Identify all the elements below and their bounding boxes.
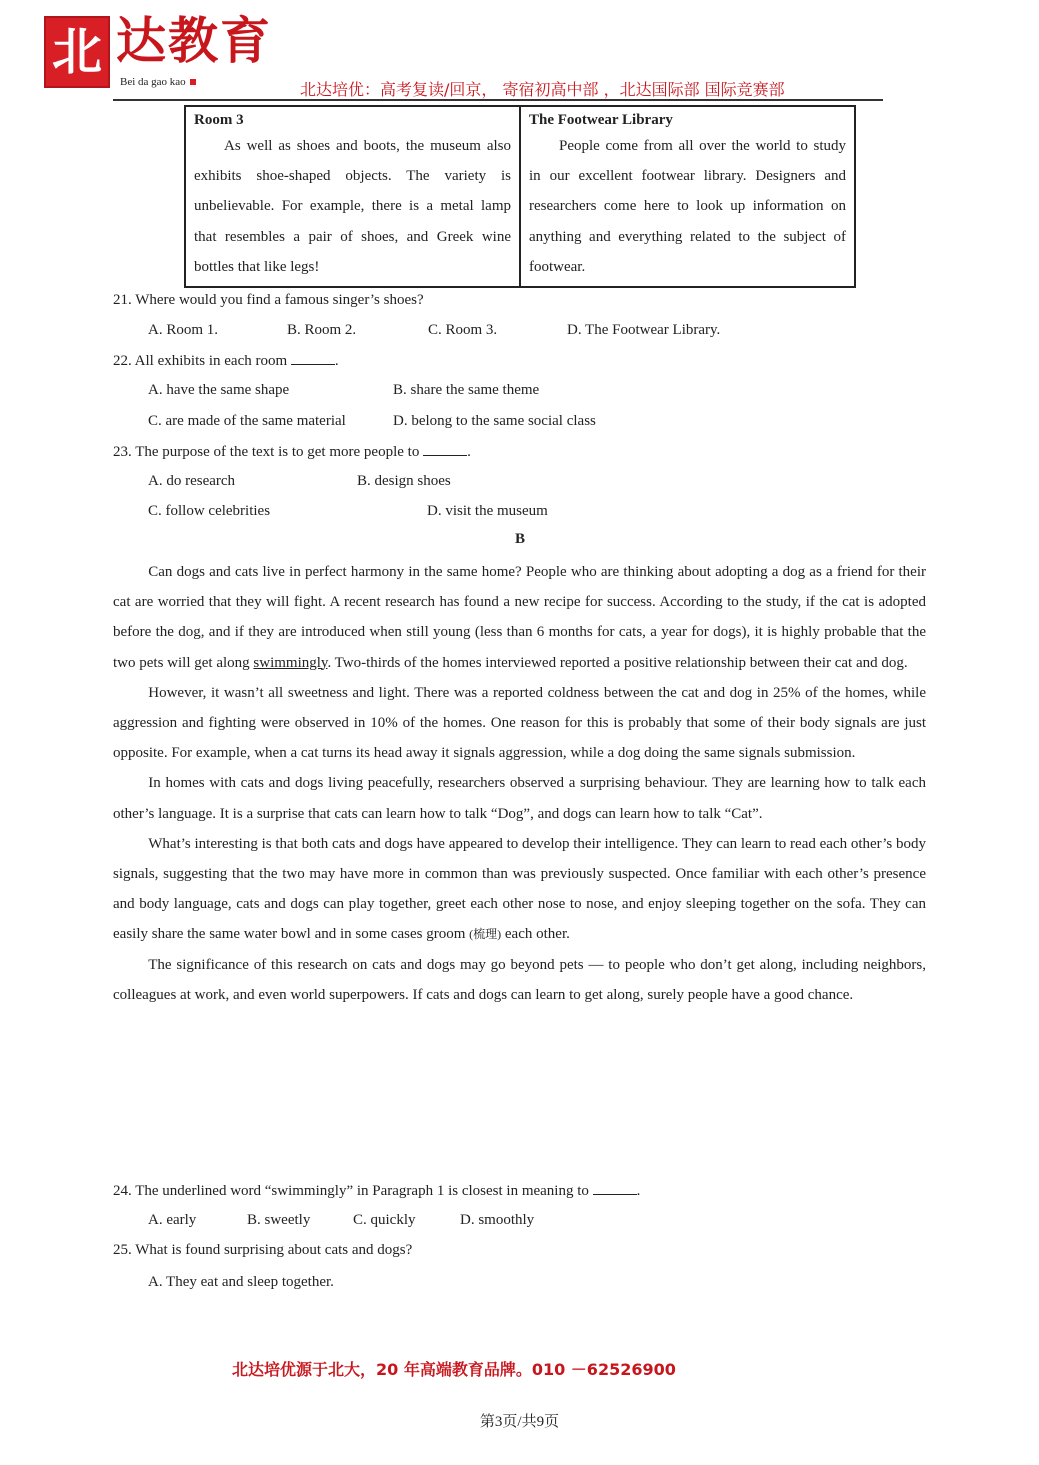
paragraph-4 <box>113 829 926 950</box>
q21-option-b: B. Room 2. <box>287 322 357 338</box>
p1-text-b: . Two-thirds of the homes interviewed reported a positive relationship between their cat and dog. <box>327 654 908 671</box>
passage <box>113 557 926 1010</box>
q21-stem: 21. Where would you find a famous singer’s shoes? <box>113 292 424 308</box>
header-slogan: 北达培优：高考复读/回京， 寄宿初高中部 ，北达国际部 国际竞赛部 <box>300 80 785 99</box>
brand-sub-text: Bei da gao kao <box>120 76 186 88</box>
square-icon <box>190 79 196 85</box>
q23-stem: 23. The purpose of the text is to get more people to <box>113 444 420 460</box>
q25-option-a: A. They eat and sleep together. <box>148 1274 334 1290</box>
table-cell-room3 <box>185 106 520 287</box>
brand-name: 达教育 <box>116 11 272 70</box>
q24-option-c: C. quickly <box>353 1212 416 1228</box>
library-text: People come from all over the world to study in our excellent footwear library. Designers and researchers come here to look up information on anything and everything related to the subject of footwear. <box>529 138 846 275</box>
section-heading: B <box>514 531 525 547</box>
q24-option-b: B. sweetly <box>247 1212 311 1228</box>
q24-option-a: A. early <box>148 1212 197 1228</box>
q22-option-b: B. share the same theme <box>393 382 540 398</box>
q24-stem: 24. The underlined word “swimmingly” in Paragraph 1 is closest in meaning to <box>113 1183 589 1199</box>
q22-option-d: D. belong to the same social class <box>393 413 596 429</box>
q22-stem: 22. All exhibits in each room <box>113 353 288 369</box>
q24-line: 24. The underlined word “swimmingly” in Paragraph 1 is closest in meaning to . <box>113 1180 640 1201</box>
q23-option-c: C. follow celebrities <box>148 503 271 519</box>
q24-option-d: D. smoothly <box>460 1212 535 1228</box>
p4-text-b: each other. <box>501 926 570 943</box>
q23-option-b: B. design shoes <box>357 473 451 489</box>
q23-option-d: D. visit the museum <box>427 503 548 519</box>
room3-text: As well as shoes and boots, the museum also exhibits shoe-shaped objects. The variety is unbelievable. For example, there is a metal lamp that resembles a pair of shoes, and Greek wine bottles that like legs! <box>194 138 511 275</box>
underlined-word: swimmingly <box>253 654 328 671</box>
paragraph-3: In homes with cats and dogs living peacefully, researchers observed a surprising behaviour. They are learning how to talk each other’s language. It is a surprise that cats can learn how to talk “Dog”, and dogs can learn how to talk “Cat”. <box>113 775 926 822</box>
q21-option-a: A. Room 1. <box>148 322 219 338</box>
p4-text-a: What’s interesting is that both cats and dogs have appeared to develop their intelligence. They can learn to read each other’s body signals, suggesting that the two may have more in common than was previously suspected. Once familiar with each other’s presence and body language, cats and dogs can play together, greet each other nose to nose, and enjoy sleeping together on the sofa. They can easily share the same water bowl and in some cases groom <box>113 835 926 943</box>
logo-mark <box>44 16 110 88</box>
footer-slogan: 北达培优源于北大，20 年高端教育品牌。010 －62526900 <box>232 1360 676 1379</box>
p4-note: (梳理) <box>469 927 502 942</box>
answer-blank <box>593 1180 637 1195</box>
room3-title: Room 3 <box>194 112 244 128</box>
answer-blank <box>291 350 335 365</box>
exhibit-table <box>184 105 856 288</box>
library-title: The Footwear Library <box>529 112 673 128</box>
q21-option-d: D. The Footwear Library. <box>567 322 721 338</box>
q21-option-c: C. Room 3. <box>428 322 498 338</box>
table-cell-library <box>520 106 855 287</box>
paragraph-5: The significance of this research on cats and dogs may go beyond pets — to people who don’t get along, including neighbors, colleagues at work, and even world superpowers. If cats and dogs can learn to get along, surely people have a good chance. <box>113 956 926 1003</box>
q25-stem: 25. What is found surprising about cats and dogs? <box>113 1242 413 1258</box>
q22-option-c: C. are made of the same material <box>148 413 346 429</box>
page-number: 第3页/共9页 <box>479 1414 560 1430</box>
header-divider <box>113 99 883 101</box>
p1-text-a: Can dogs and cats live in perfect harmony in the same home? People who are thinking about adopting a dog as a friend for their cat are worried that they will fight. A recent research has found a new recipe for success. According to the study, if the cat is adopted before the dog, and if they are introduced when still young (less than 6 months for cats, a year for dogs), it is highly probable that the two pets will get along <box>113 564 926 671</box>
q22-option-a: A. have the same shape <box>148 382 290 398</box>
logo-char: 北 <box>52 23 102 81</box>
answer-blank <box>423 441 467 456</box>
q23-option-a: A. do research <box>148 473 236 489</box>
brand-subtitle <box>120 76 196 88</box>
paragraph-1 <box>113 557 926 678</box>
q22-line: 22. All exhibits in each room . <box>113 350 339 371</box>
q23-line: 23. The purpose of the text is to get more people to . <box>113 441 471 462</box>
paragraph-2: However, it wasn’t all sweetness and light. There was a reported coldness between the cat and dog in 25% of the homes, while aggression and fighting were observed in 10% of the homes. One reason for this is probably that some of their body signals are just opposite. For example, when a cat turns its head away it signals aggression, while a dog doing the same signals submission. <box>113 684 926 762</box>
